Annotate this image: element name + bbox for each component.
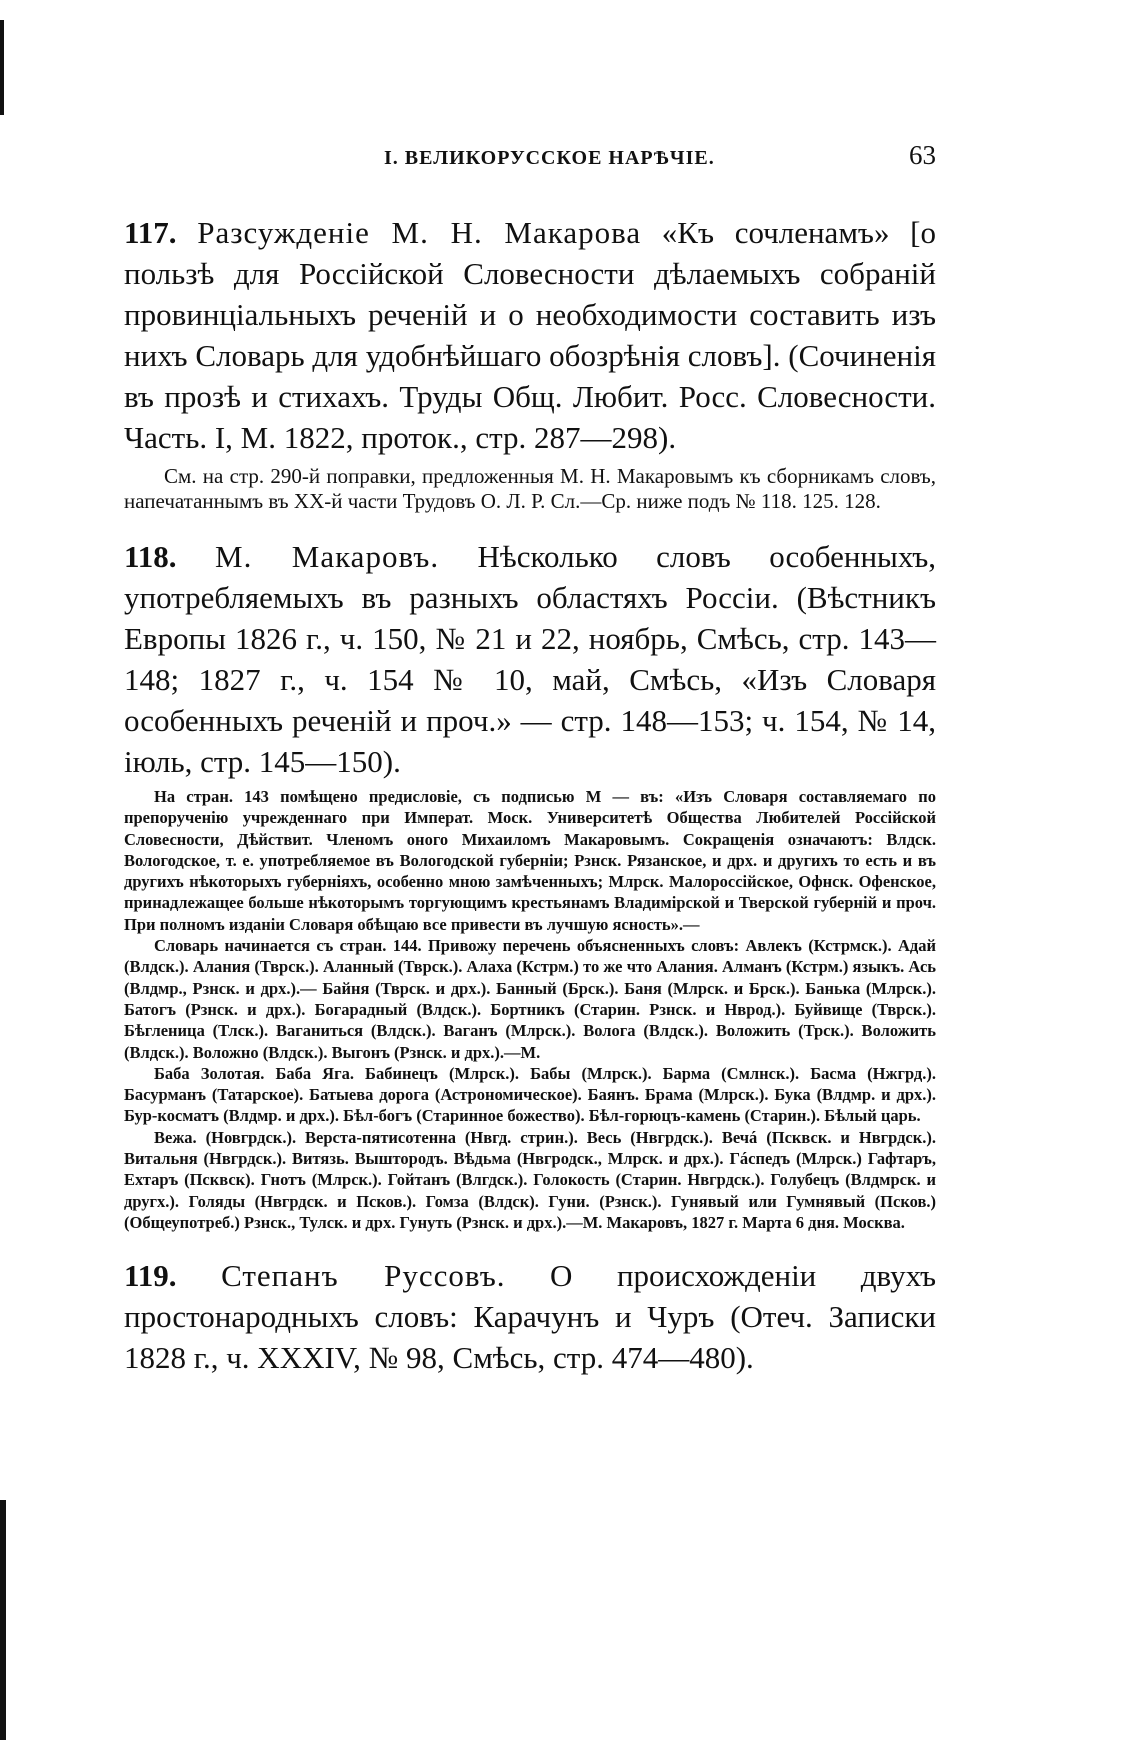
entry-number: 118. (124, 539, 177, 574)
entry-117 (124, 212, 936, 514)
entry-author: М. Макаровъ. (215, 539, 440, 574)
page (124, 140, 936, 1400)
entry-body (124, 536, 936, 782)
entry-number: 119. (124, 1258, 177, 1294)
note-paragraph: На стран. 143 помѣщено предисловіе, съ подписью М — въ: «Изъ Словаря составляемаго по препорученію учрежденнаго при Императ. Моск. Университетѣ Общества Любителей Россійской Словесности, Дѣйствит. Членомъ оного Михаиломъ Макаровымъ. Сокращенія означаютъ: Влдск. Вологодское, т. е. употребляемое въ Вологодской губерніи; Рзнск. Рязанское, и дрх. и другихъ то есть и въ другихъ нѣкоторыхъ губерніяхъ, особенно мною замѣченныхъ; Млрск. Малороссійское, Офнск. Офенское, принадлежащее больше нѣкоторымъ торгующимъ крестьянамъ Владимірской и Тверской губерній и проч. При полномъ изданіи Словаря обѣщаю все привести въ лучшую ясность».— (124, 787, 936, 934)
note-paragraph: Баба Золотая. Баба Яга. Бабинецъ (Млрск.). Бабы (Млрск.). Барма (Смлнск.). Басма (Нжгрд.). Басурманъ (Татарское). Батыева дорога (Астрономическое). Баянъ. Брама (Млрск.). Бука (Влдмр. и дрх.). Бур-косматъ (Влдмр. и дрх.). Бѣл-богъ (Старинное божество). Бѣл-горюцъ-камень (Старин.). Бѣлый царь. (124, 1063, 936, 1126)
entry-118 (124, 536, 936, 1233)
running-header-title: I. ВЕЛИКОРУССКОЕ НАРѢЧІЕ. (384, 147, 715, 169)
left-edge-mark-bottom (0, 1500, 6, 1740)
entry-number: 117. (124, 215, 177, 250)
entry-note: См. на стр. 290-й поправки, предложенныя М. Н. Макаровымъ къ сборникамъ словъ, напечатаннымъ въ XX-й части Трудовъ О. Л. Р. Сл.—Ср. ниже подъ № 118. 125. 128. (124, 464, 936, 513)
note-paragraph: Вежа. (Новгрдск.). Верста-пятисотенна (Нвгд. стрин.). Весь (Нвгрдск.). Вечá (Псквск. и Нвгрдск.). Витальня (Нвгрдск.). Витязь. Выштородъ. Вѣдьма (Нвгродск., Млрск. и дрх.). Гáспедъ (Млрск.) Гафтаръ, Ехтаръ (Псквск). Гнотъ (Млрск.). Гойтанъ (Влгдск.). Голокость (Старин. Нвгрдск.). Голубецъ (Влдмрск. и другх.). Голяды (Нвгрдск. и Псков.). Гомзa (Влдск). Гуни. (Рзнск.). Гунявый или Гумнявый (Псков.) (Общеупотреб.) Рзнск., Тулск. и дрх. Гунуть (Рзнск. и дрх.).—М. Макаровъ, 1827 г. Марта 6 дня. Москва. (124, 1127, 936, 1232)
entry-body (124, 1255, 936, 1378)
page-number: 63 (909, 140, 936, 170)
entry-text: Нѣсколько словъ особенныхъ, употребляемыхъ въ разныхъ областяхъ Россіи. (Вѣстникъ Европы 1826 г., ч. 150, № 21 и 22, ноябрь, Смѣсь, стр. 143—148; 1827 г., ч. 154 № 10, май, Смѣсь, «Изъ Словаря особенныхъ реченій и проч.» — стр. 148—153; ч. 154, № 14, іюль, стр. 145—150). (124, 539, 936, 779)
running-header (124, 140, 936, 174)
entry-author: Разсужденіе М. Н. Макарова (197, 215, 642, 250)
entry-author: Степанъ Руссовъ. (221, 1258, 506, 1294)
entry-text: О происхожденіи двухъ простонародныхъ словъ: Карачунъ и Чуръ (Отеч. Записки 1828 г., ч. XXXIV, № 98, Смѣсь, стр. 474—480). (124, 1258, 936, 1376)
entry-notes (124, 786, 936, 1233)
entry-119 (124, 1255, 936, 1378)
note-paragraph: Словарь начинается съ стран. 144. Привожу перечень объясненныхъ словъ: Авлекъ (Кстрмск.). Адай (Влдск.). Алания (Тврск.). Аланный (Тврск.). Алаха (Кстрм.) то же что Алания. Алманъ (Кстрм.) языкъ. Ась (Влдмр., Рзнск. и дрх.).— Байня (Тврск. и дрх.). Банный (Брск.). Баня (Млрск. и Брск.). Банька (Млрск.). Батогъ (Рзнск. и дрх.). Богарадный (Влдск.). Бортникъ (Старин. Рзнск. и Нврод.). Буйвище (Тврск.). Бѣгленица (Тлск.). Ваганиться (Влдск.). Ваганъ (Млрск.). Вологa (Влдск.). Воложить (Трск.). Воложить (Влдск.). Воложно (Влдск.). Выгонъ (Рзнск. и дрх.).—М. (124, 936, 936, 1062)
entry-text: «Къ сочленамъ» [о пользѣ для Россійской Словесности дѣлаемыхъ собраній провинціальныхъ реченій и о необходимости составить изъ нихъ Словарь для удобнѣйшаго обозрѣнія словъ]. (Сочиненія въ прозѣ и стихахъ. Труды Общ. Любит. Росс. Словесности. Часть. I, М. 1822, проток., стр. 287—298). (124, 215, 936, 455)
left-edge-mark-top (0, 20, 4, 115)
entry-body (124, 212, 936, 458)
